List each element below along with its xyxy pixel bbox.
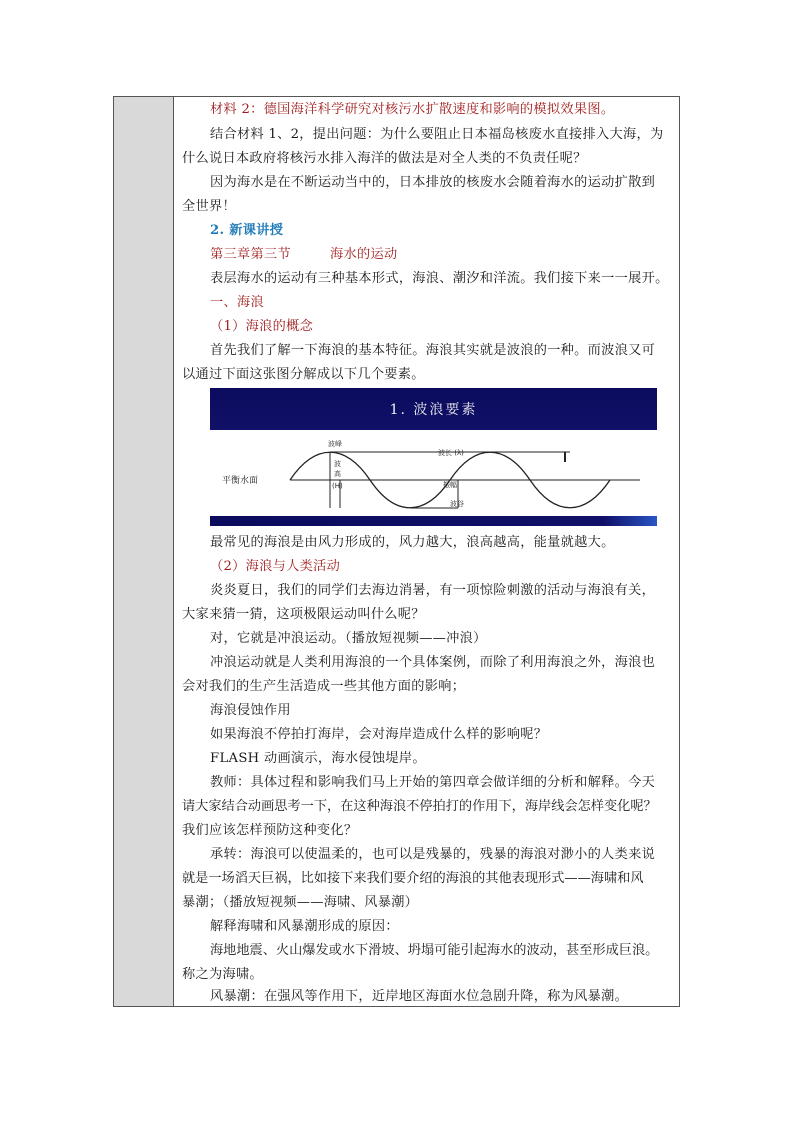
material-2-line: 材料 2：德国海洋科学研究对核污水扩散速度和影响的模拟效果图。: [210, 102, 615, 117]
paragraph-line: 风暴潮：在强风等作用下，近岸地区海面水位急剧升降，称为风暴潮。: [210, 989, 629, 1004]
paragraph-line: 什么说日本政府将核污水排入海洋的做法是对全人类的不负责任呢？: [182, 151, 587, 166]
paragraph-line: 教师：具体过程和影响我们马上开始的第四章会做详细的分析和解释。今天: [210, 775, 656, 790]
chapter-subtitle: 海水的运动: [330, 247, 398, 262]
figure-bottom-bar: [210, 516, 657, 526]
paragraph-line: 炎炎夏日，我们的同学们去海边消暑，有一项惊险刺激的活动与海浪有关，: [210, 583, 656, 598]
subsection-heading: （2）海浪与人类活动: [210, 559, 341, 574]
amplitude-label: 振幅: [443, 481, 457, 489]
chapter-title: 第三章第三节: [210, 247, 291, 262]
sea-level-label: 平衡水面: [222, 476, 259, 486]
paragraph-line: 称之为海啸。: [182, 967, 263, 982]
trough-label: 波谷: [450, 500, 464, 508]
paragraph-line: 结合材料 1、2，提出问题：为什么要阻止日本福岛核废水直接排入大海，为: [210, 127, 664, 142]
paragraph-line: 我们应该怎样预防这种变化？: [182, 823, 358, 838]
subsection-heading: （1）海浪的概念: [210, 319, 314, 334]
height-label-3: (H): [332, 482, 343, 490]
paragraph-line: 对，它就是冲浪运动。（播放短视频——冲浪）: [210, 631, 487, 646]
section-heading: 2. 新课讲授: [210, 223, 284, 238]
height-label-1: 波: [334, 460, 341, 468]
paragraph-line: 解释海啸和风暴潮形成的原因：: [210, 919, 399, 934]
paragraph-line: 表层海水的运动有三种基本形式，海浪、潮汐和洋流。我们接下来一一展开。: [210, 271, 669, 286]
wave-elements-figure: [210, 388, 657, 526]
left-column: [114, 97, 174, 1006]
paragraph-line: 暴潮；（播放短视频——海啸、风暴潮）: [182, 895, 419, 910]
paragraph-line: FLASH 动画演示，海水侵蚀堤岸。: [210, 751, 426, 766]
paragraph-line: 大家来猜一猜，这项极限运动叫什么呢？: [182, 607, 425, 622]
crest-label: 波峰: [328, 440, 342, 448]
paragraph-line: 就是一场滔天巨祸，比如接下来我们要介绍的海浪的其他表现形式——海啸和风: [182, 871, 644, 886]
height-label-2: 高: [334, 470, 341, 478]
paragraph-line: 因为海水是在不断运动当中的，日本排放的核废水会随着海水的运动扩散到: [210, 175, 656, 190]
paragraph-line: 海地地震、火山爆发或水下滑坡、坍塌可能引起海水的波动，甚至形成巨浪。: [210, 943, 659, 958]
lesson-content: [175, 97, 679, 1006]
paragraph-line: 如果海浪不停拍打海岸，会对海岸造成什么样的影响呢？: [210, 727, 548, 742]
paragraph-line: 冲浪运动就是人类利用海浪的一个具体案例，而除了利用海浪之外，海浪也: [210, 655, 656, 670]
subsection-heading: 一、海浪: [210, 295, 264, 310]
lesson-table: [113, 96, 680, 1007]
paragraph-line: 首先我们了解一下海浪的基本特征。海浪其实就是波浪的一种。而波浪又可: [210, 343, 656, 358]
paragraph-line: 以通过下面这张图分解成以下几个要素。: [182, 367, 425, 382]
paragraph-line: 承转：海浪可以使温柔的，也可以是残暴的，残暴的海浪对渺小的人类来说: [210, 847, 656, 862]
figure-title: 1. 波浪要素: [389, 402, 478, 418]
paragraph-line: 海浪侵蚀作用: [210, 703, 291, 718]
paragraph-line: 最常见的海浪是由风力形成的，风力越大，浪高越高，能量就越大。: [210, 535, 615, 550]
wave-diagram: [210, 388, 657, 526]
paragraph-line: 会对我们的生产生活造成一些其他方面的影响；: [182, 679, 466, 694]
paragraph-line: 全世界！: [182, 199, 236, 214]
wavelength-label: 波长 (λ): [438, 449, 464, 457]
paragraph-line: 请大家结合动画思考一下，在这种海浪不停拍打的作用下，海岸线会怎样变化呢？: [182, 799, 657, 814]
